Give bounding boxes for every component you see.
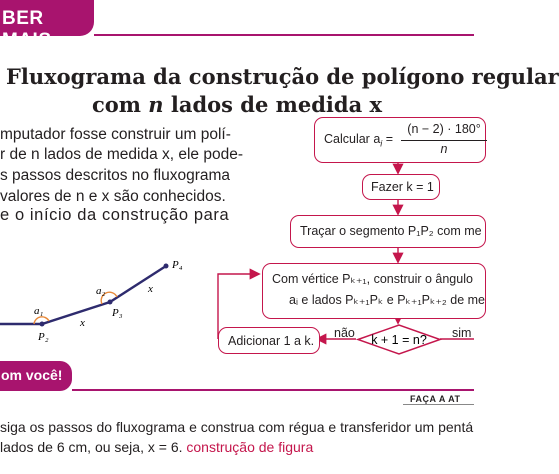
label-a2: a₂ [96,285,106,297]
decision-label: k + 1 = n? [371,333,427,347]
calc-denominator: n [440,142,448,156]
title-line2-pre: com [91,92,149,117]
body-line-2: r de n lados de medida x, ele pode- [0,146,243,163]
flow-box-adicionar [218,327,320,354]
label-x-lower: x [80,317,85,329]
section-tab-label: om você! [1,367,63,383]
label-x-upper: x [148,283,153,295]
section-header-label: BER MAIS [2,8,52,51]
adicionar-label: Adicionar 1 a k. [228,334,315,348]
task-line-2 [0,439,313,455]
calc-label: Calcular a [324,132,381,146]
flow-box-tracar [290,215,486,248]
label-p3: P₃ [112,307,123,319]
label-nao: não [334,326,355,340]
flow-box-fazer-k [362,174,440,200]
label-p4: P₄ [172,259,183,271]
label-sim: sim [452,326,472,340]
body-line-1: mputador fosse construir um polí- [0,126,231,143]
construcao-link[interactable]: construção de figura [186,439,314,455]
label-a1: a₁ [34,305,44,317]
body-line-4: valores de n e x são conhecidos. [0,188,226,205]
flow-decision [355,323,443,356]
calc-subscript: i [380,138,383,149]
task-line-1: siga os passos do fluxograma e construa com régua e transferidor um pentá [0,419,474,435]
calc-prefix [324,132,393,149]
title-line2-post: lados de medida x [163,92,383,117]
flow-box-calcular [314,117,486,163]
task-line2-text: lados de 6 cm, ou seja, x = 6. [0,439,187,455]
calc-numerator: (n − 2) · 180° [407,122,481,136]
flow-box-vertice [262,263,486,319]
section-rule [72,389,474,391]
fazer-k-label: Fazer k = 1 [371,180,434,194]
activity-label: FAÇA A AT [410,394,461,404]
activity-rule [403,404,474,405]
body-line-3: s passos descritos no fluxograma [0,167,231,184]
page-title-line1: Fluxograma da construção de polígono regular [6,64,559,89]
label-p2: P₂ [38,331,49,343]
vertice-line2: aᵢ e lados Pₖ₊₁Pₖ e Pₖ₊₁Pₖ₊₂ de me [289,293,486,307]
fraction-bar [401,140,487,141]
title-line2-n: n [148,92,164,117]
tracar-label: Traçar o segmento P₁P₂ com me [300,224,482,238]
body-line-5: e o início da construção para [0,206,230,224]
vertice-line1: Com vértice Pₖ₊₁, construir o ângulo [272,272,473,286]
calc-equals: = [382,132,394,146]
section-tab-com-voce [0,361,72,391]
